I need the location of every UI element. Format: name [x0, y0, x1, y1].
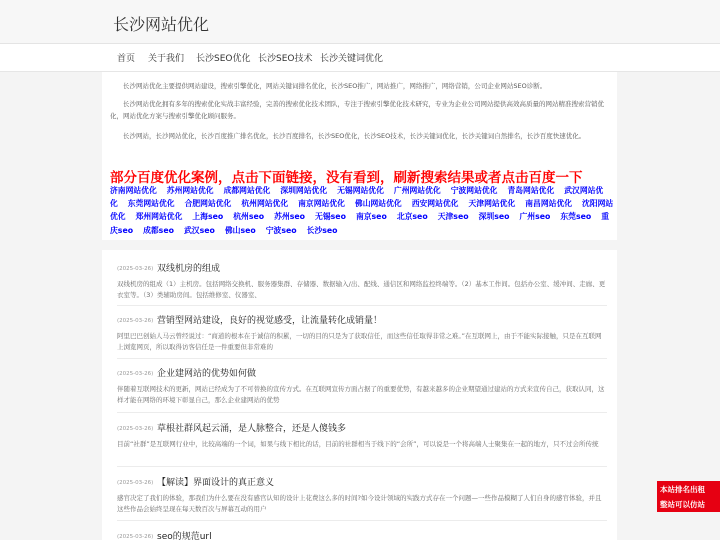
article-title[interactable]: 【解读】界面设计的真正意义: [157, 478, 275, 488]
case-link[interactable]: 宁波网站优化: [450, 186, 498, 195]
article-title[interactable]: 草根社群风起云涌，是人脉整合，还是人傻钱多: [157, 424, 347, 434]
article-summary: 目前“社群”是互联网行业中，比较高端的一个词，如果与线下相比的话，目前的社群相当于线下的“会所”，可以说是一个将高端人士聚集在一起的地方，只不过会所传统: [117, 440, 599, 448]
case-link[interactable]: 深圳网站优化: [280, 186, 328, 195]
case-link[interactable]: 长沙seo: [306, 225, 338, 235]
article-title[interactable]: 营销型网站建设，良好的视觉感受，让流量转化成销量！: [157, 316, 383, 326]
nav-item-seo-technology[interactable]: 长沙SEO技术: [258, 54, 313, 64]
article-title[interactable]: 企业建网站的优势如何做: [157, 369, 257, 379]
case-link[interactable]: 北京seo: [396, 212, 428, 222]
case-link[interactable]: 武汉网站优化: [110, 186, 604, 209]
case-link[interactable]: 天津网站优化: [468, 199, 516, 209]
case-link[interactable]: 成都网站优化: [223, 186, 271, 195]
divider: [117, 466, 607, 467]
divider: [117, 520, 607, 521]
case-link[interactable]: 广州seo: [519, 212, 551, 222]
article-summary: 阿里巴巴创始人马云曾经说过：“商道的根本在于诚信的积累，一切的目的只是为了获取信任，而这些信任取得非常之难。”在互联网上，由于不能实际接触，只是在互联网上浏览网页，所以取得访客信任是一件重要但非常难的: [117, 332, 602, 351]
banner-line: 整站可以仿站: [660, 500, 705, 509]
case-link[interactable]: 南京seo: [355, 212, 387, 222]
divider: [117, 358, 607, 359]
article-date: (2025-03-26): [117, 371, 154, 377]
case-link[interactable]: 佛山网站优化: [354, 199, 402, 209]
article-date: (2025-03-26): [117, 534, 154, 540]
article-summary: 感官决定了我们的体验，那我们为什么要在没有感官认知的设计上花费这么多的时间?如今设计领域的实践方式存在一个问题—一些作品模糊了人们自身的感官体验，并且这些作品会始终呈现在每天数百次与屏幕互动的用户: [117, 494, 602, 513]
case-links: [110, 184, 615, 237]
case-link[interactable]: 广州网站优化: [393, 186, 441, 195]
article-title[interactable]: seo的规范url: [157, 532, 212, 540]
main-nav: [0, 44, 720, 72]
intro-section: [102, 72, 617, 240]
case-link[interactable]: 武汉seo: [183, 225, 215, 235]
header: [0, 0, 720, 44]
article-date: (2025-03-26): [117, 266, 154, 272]
intro-paragraph: 长沙网站，长沙网站优化，长沙百度推广排名优化，长沙百度排名，长沙SEO优化，长沙SEO技术，长沙关键词优化，长沙关键词自然排名，长沙百度快速优化。: [123, 132, 586, 140]
case-link[interactable]: 东莞seo: [560, 212, 592, 222]
case-link[interactable]: 合肥网站优化: [184, 199, 232, 209]
case-link[interactable]: 东莞网站优化: [127, 199, 175, 209]
case-link[interactable]: 重庆seo: [110, 212, 610, 235]
case-link[interactable]: 宁波seo: [265, 225, 297, 235]
banner-line: 本站排名出租: [660, 485, 705, 494]
case-link[interactable]: 杭州网站优化: [241, 199, 289, 209]
case-link[interactable]: 苏州seo: [274, 212, 306, 222]
case-link[interactable]: 无锡seo: [315, 212, 346, 222]
intro-paragraph: 长沙网站优化拥有多年的搜索优化实战丰富经验，完善的搜索优化技术团队，专注于搜索引擎优化技术研究，专业为企业公司网站提供高效高质量的网站精准搜索营销优化，网站优化方案与搜索引擎优化顾问服务。: [110, 100, 604, 120]
nav-item-keyword-optimization[interactable]: 长沙关键词优化: [320, 54, 384, 64]
article-summary: 双线机房的组成（1）主机房。包括网络交换机、服务器集群、存储器、数据输入/出、配线、通信区和网络监控终端等。（2）基本工作间。包括办公室、缓冲间、走廊、更衣室等。（3）类辅助房间。包括维修室、仪器室、: [117, 280, 606, 299]
case-link[interactable]: 杭州seo: [233, 212, 265, 222]
article-list: [102, 250, 617, 540]
case-link[interactable]: 佛山seo: [224, 225, 256, 235]
case-link[interactable]: 成都seo: [143, 225, 174, 235]
case-link[interactable]: 深圳seo: [478, 212, 510, 222]
nav-item-home[interactable]: 首页: [117, 54, 136, 64]
case-link[interactable]: 南京网站优化: [298, 199, 345, 209]
article-date: (2025-03-26): [117, 426, 154, 432]
rank-rental-banner[interactable]: [657, 481, 720, 512]
case-link[interactable]: 天津seo: [437, 212, 469, 222]
intro-paragraph: 长沙网站优化主要提供网站建设，搜索引擎优化，网站关键词排名优化，长沙SEO推广，网站推广，网络推广，网络营销，公司企业网站SEO诊断。: [123, 82, 547, 90]
cases-heading: 部分百度优化案例，点击下面链接，没有看到，刷新搜索结果或者点击百度一下: [110, 170, 583, 186]
article-date: (2025-03-26): [117, 480, 154, 486]
case-link[interactable]: 青岛网站优化: [507, 186, 555, 195]
article-title[interactable]: 双线机房的组成: [157, 264, 221, 274]
article-summary: 伴随着互联网技术的更新，网站已经成为了不可替换的宣传方式。在互联网宣传方面占据了的重要优势，有越来越多的企业期望通过建站的方式来宣传自己，获取认同，这样才能在网络的环境下彰显自己，那么企业建网站的优势: [117, 385, 605, 404]
case-link[interactable]: 郑州网站优化: [135, 212, 183, 222]
case-link[interactable]: 济南网站优化: [110, 186, 157, 195]
article-date: (2025-03-26): [117, 318, 154, 324]
case-link[interactable]: 沈阳网站优化: [110, 199, 614, 222]
nav-item-seo-optimization[interactable]: 长沙SEO优化: [196, 54, 251, 64]
site-title[interactable]: 长沙网站优化: [113, 15, 210, 34]
case-link[interactable]: 西安网站优化: [411, 199, 459, 209]
divider: [117, 305, 607, 306]
divider: [117, 412, 607, 413]
case-link[interactable]: 上海seo: [192, 212, 224, 222]
case-link[interactable]: 南昌网站优化: [525, 199, 573, 209]
case-link[interactable]: 无锡网站优化: [337, 186, 384, 195]
case-link[interactable]: 苏州网站优化: [166, 186, 214, 195]
nav-item-about[interactable]: 关于我们: [148, 54, 185, 64]
